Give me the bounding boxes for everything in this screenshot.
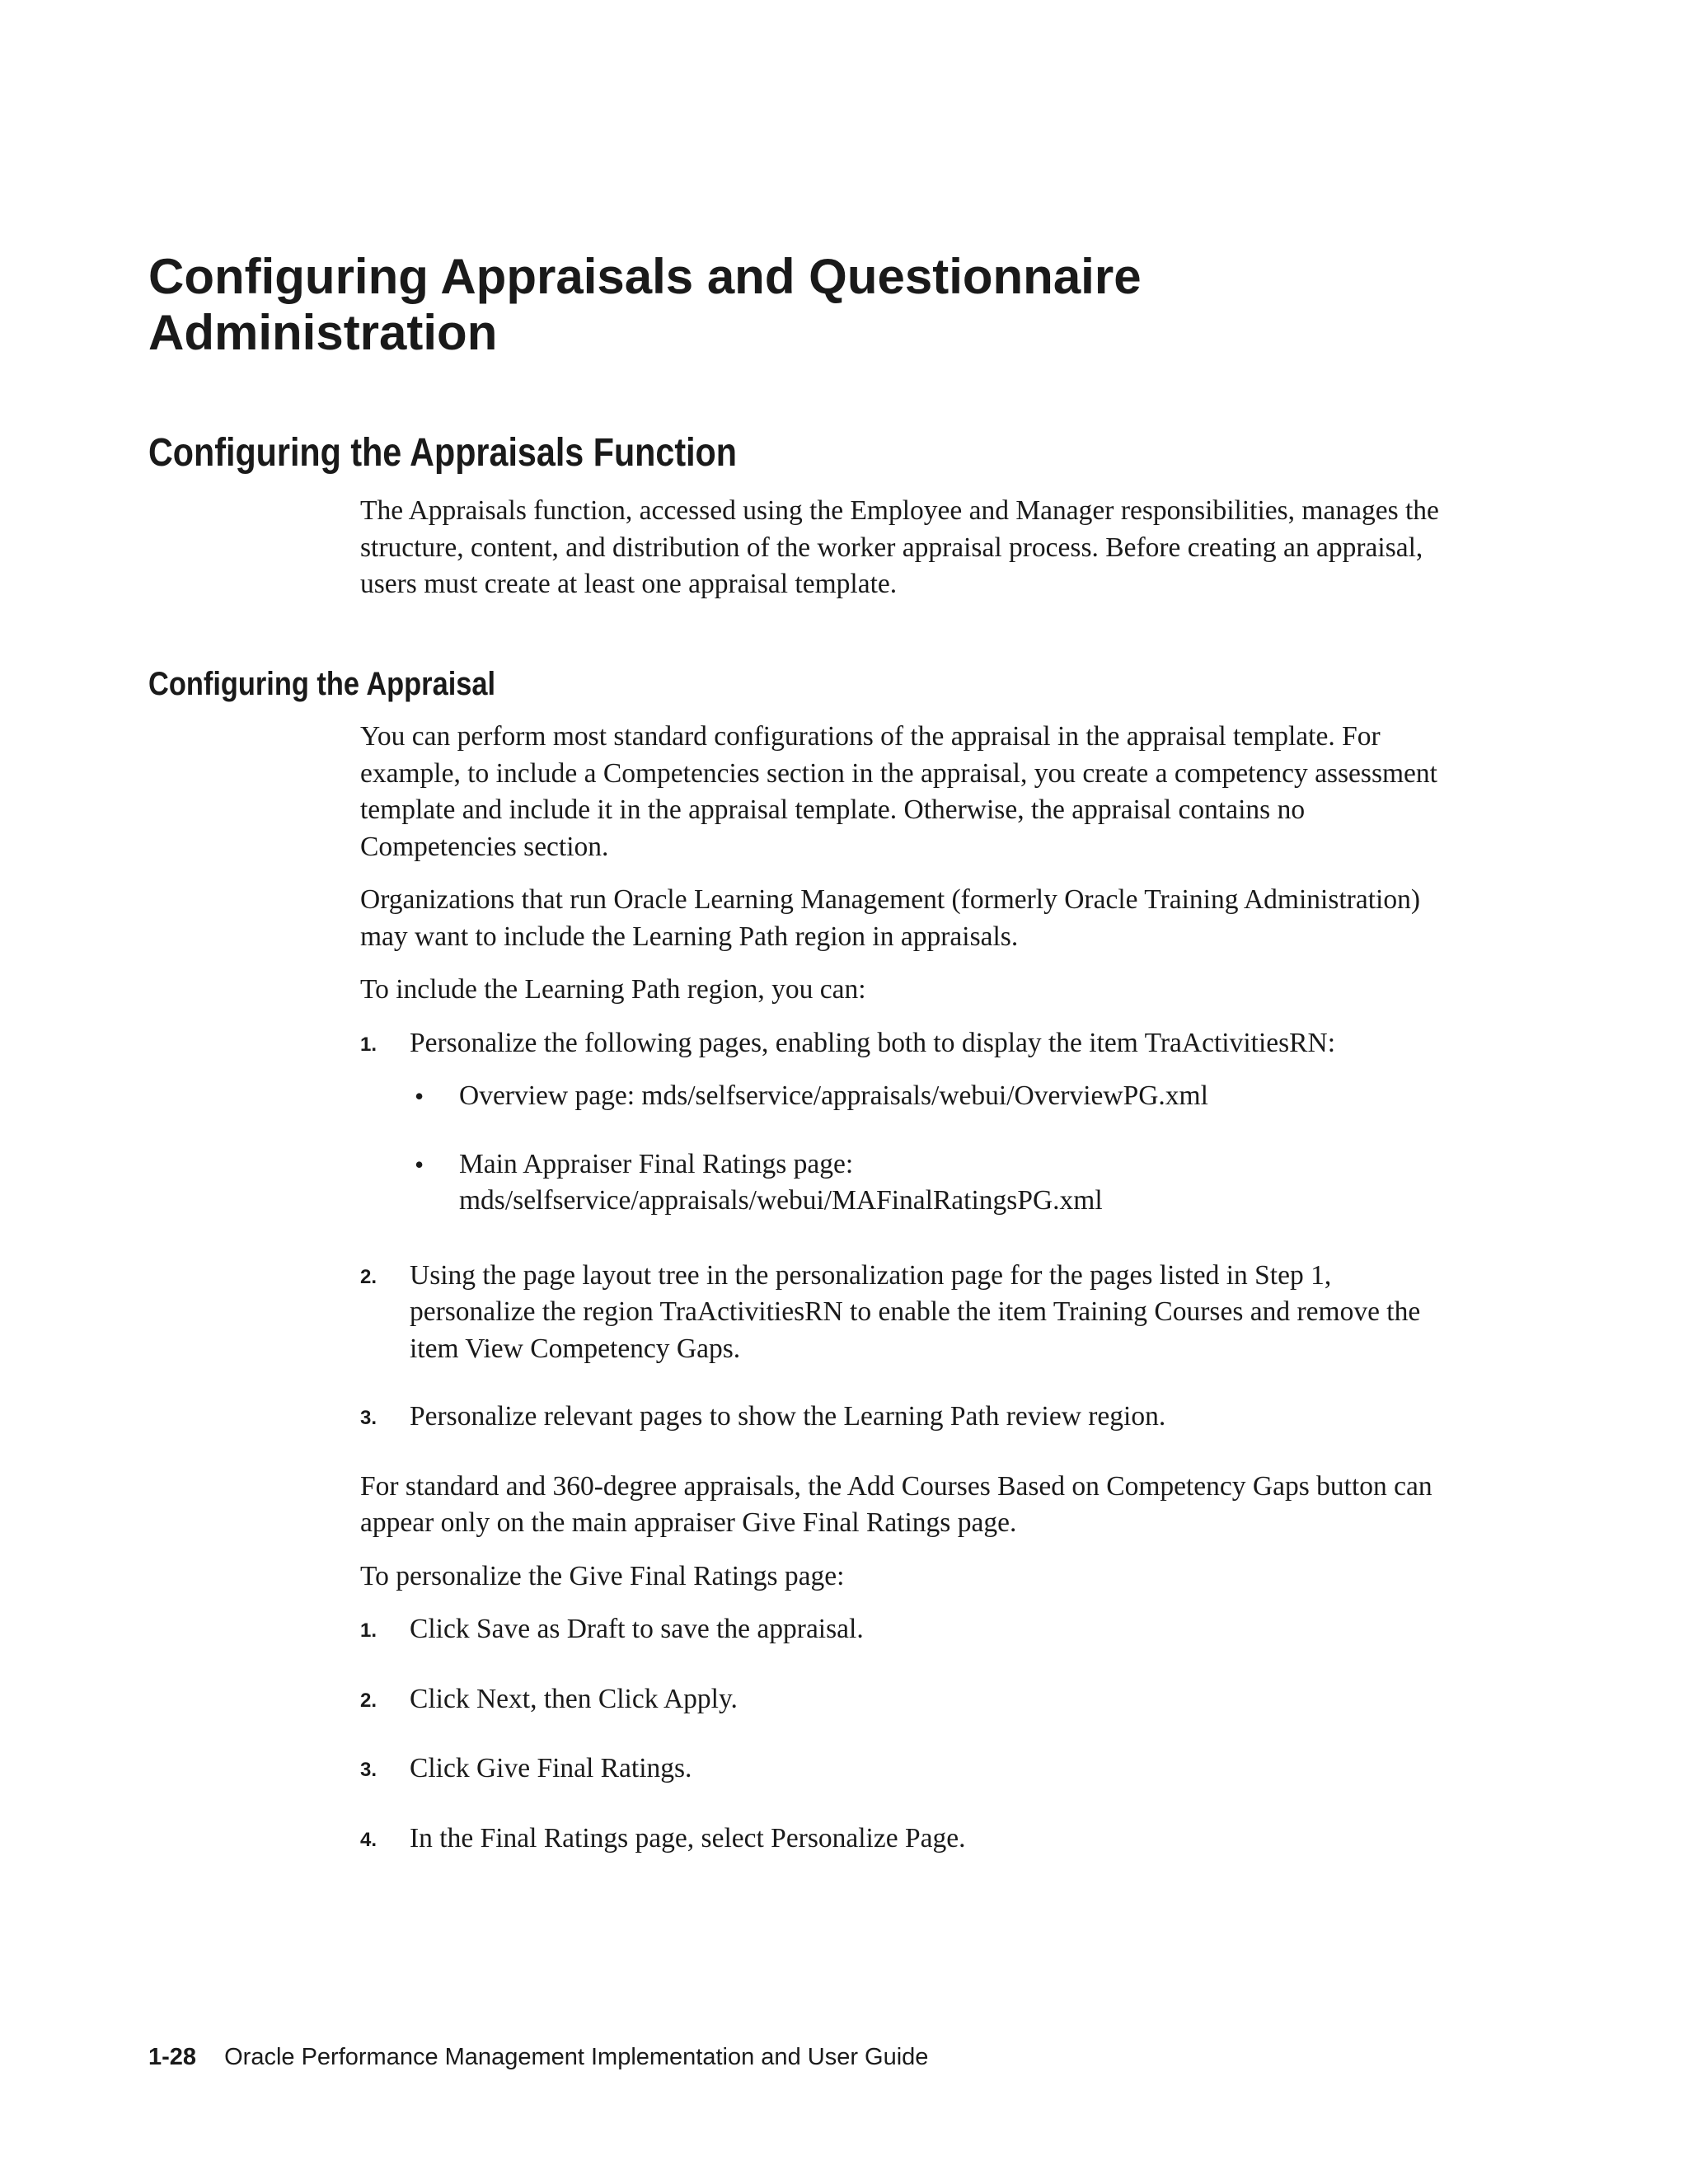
step-text: Click Give Final Ratings. xyxy=(410,1753,692,1783)
paragraph: For standard and 360-degree appraisals, the Add Courses Based on Competency Gaps button can appear only on the main appraiser Give Final Ratings page. xyxy=(360,1470,1432,1538)
step-item xyxy=(360,1750,1448,1788)
final-ratings-steps xyxy=(360,1611,1448,1857)
bullet-icon: • xyxy=(415,1081,424,1111)
page-list xyxy=(410,1078,1448,1220)
page-number: 1-28 xyxy=(148,2044,197,2070)
step-item xyxy=(360,1025,1448,1220)
page-footer xyxy=(148,2042,928,2072)
section-title-appraisals-function: Configuring the Appraisals Function xyxy=(148,431,737,475)
step-item xyxy=(360,1399,1448,1436)
step-item xyxy=(360,1611,1448,1648)
paragraph: You can perform most standard configurations of the appraisal in the appraisal template. For example, to include a Competencies section in the appraisal, you create a competency assessment template and include it in the appraisal template. Otherwise, the appraisal contains no Competencies section. xyxy=(360,721,1437,862)
step-number: 4. xyxy=(360,1828,377,1851)
step-text: Personalize relevant pages to show the Learning Path review region. xyxy=(410,1401,1166,1432)
section2-body xyxy=(360,719,1448,1857)
step-number: 3. xyxy=(360,1759,377,1781)
bullet-item xyxy=(410,1146,1448,1220)
chapter-title: Configuring Appraisals and Questionnaire Administration xyxy=(148,249,1142,360)
section1-body xyxy=(360,493,1448,603)
section1-paragraph: The Appraisals function, accessed using the Employee and Manager responsibilities, manages the structure, content, and distribution of the worker appraisal process. Before creating an appraisal, users must create at least one appraisal template. xyxy=(360,495,1439,599)
book-title: Oracle Performance Management Implementation and User Guide xyxy=(224,2044,929,2070)
bullet-icon: • xyxy=(415,1149,424,1179)
step-text: Click Save as Draft to save the appraisal. xyxy=(410,1614,864,1644)
bullet-text: Overview page: mds/selfservice/appraisals/webui/OverviewPG.xml xyxy=(459,1080,1208,1111)
step-item xyxy=(360,1681,1448,1718)
step-text: Using the page layout tree in the personalization page for the pages listed in Step 1, personalize the region TraActivitiesRN to enable the item Training Courses and remove the item View Competency Gaps. xyxy=(410,1259,1421,1364)
paragraph: Organizations that run Oracle Learning Management (formerly Oracle Training Administration) may want to include the Learning Path region in appraisals. xyxy=(360,884,1420,952)
subsection-title-configuring-appraisal: Configuring the Appraisal xyxy=(148,666,496,702)
step-number: 1. xyxy=(360,1033,377,1056)
bullet-text: Main Appraiser Final Ratings page: xyxy=(459,1148,854,1179)
step-item xyxy=(360,1258,1448,1368)
step-number: 2. xyxy=(360,1689,377,1712)
step-item xyxy=(360,1821,1448,1858)
step-text: Personalize the following pages, enabling both to display the item TraActivitiesRN: xyxy=(410,1027,1336,1058)
step-number: 3. xyxy=(360,1407,377,1429)
step-number: 2. xyxy=(360,1265,377,1288)
step-number: 1. xyxy=(360,1619,377,1642)
paragraph: To include the Learning Path region, you can: xyxy=(360,974,866,1005)
learning-path-steps xyxy=(360,1025,1448,1436)
step-text: In the Final Ratings page, select Personalize Page. xyxy=(410,1822,966,1854)
bullet-item xyxy=(410,1078,1448,1115)
bullet-text-path: mds/selfservice/appraisals/webui/MAFinalRatingsPG.xml xyxy=(459,1185,1103,1216)
step-text: Click Next, then Click Apply. xyxy=(410,1683,738,1714)
paragraph: To personalize the Give Final Ratings page: xyxy=(360,1560,845,1591)
